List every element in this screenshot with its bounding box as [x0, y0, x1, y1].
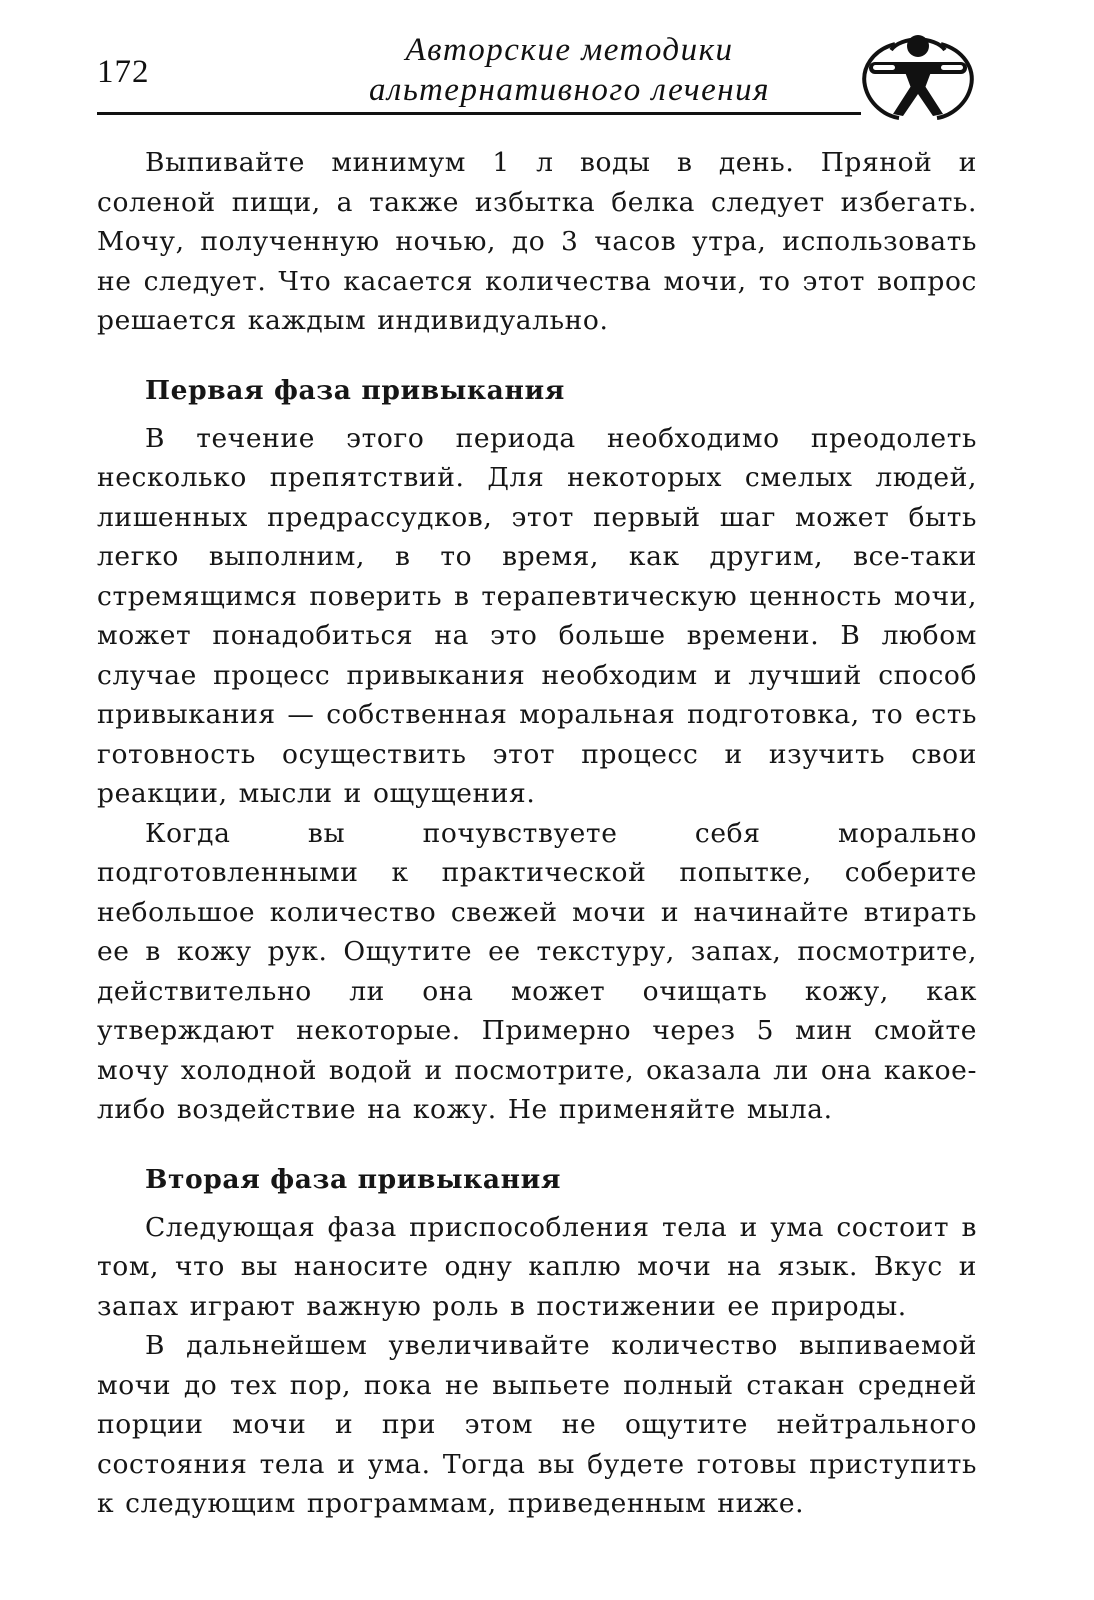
- section-heading-second-phase: Вторая фаза привыкания: [145, 1163, 562, 1195]
- running-title-line-1: Авторские методики: [405, 32, 734, 68]
- body-paragraph: В течение этого периода необходимо преодолеть несколько препятствий. Для некоторых смелых людей, лишенных предрассудков, этот первый шаг может быть легко выполним, в то время, как другим, все-таки стремящимся поверить в терапевтическую ценность мочи, может понадобиться на это больше времени. В любом случае процесс привыкания необходим и лучший способ привыкания — собственная моральная подготовка, то есть готовность осуществить этот процесс и изучить свои реакции, мысли и ощущения.: [97, 422, 977, 809]
- page-header: [97, 28, 987, 118]
- human-figure-emblem-icon: [855, 28, 981, 120]
- intro-paragraph: Выпивайте минимум 1 л воды в день. Пряной и соленой пищи, а также избытка белка следует избегать. Мочу, полученную ночью, до 3 часов утра, использовать не следует. Что касается количества мочи, то этот вопрос решается каждым индивидуально.: [97, 147, 977, 336]
- body-paragraph: Следующая фаза приспособления тела и ума состоит в том, что вы наносите одну каплю мочи на язык. Вкус и запах играют важную роль в постижении ее природы.: [97, 1211, 977, 1322]
- header-rule: [97, 112, 861, 115]
- section-heading-first-phase: Первая фаза привыкания: [145, 374, 565, 406]
- running-title-line-2: альтернативного лечения: [369, 72, 770, 108]
- body-paragraph: В дальнейшем увеличивайте количество выпиваемой мочи до тех пор, пока не выпьете полный стакан средней порции мочи и при этом не ощутите нейтрального состояния тела и ума. Тогда вы будете готовы приступить к следующим программам, приведенным ниже.: [97, 1330, 977, 1519]
- body-paragraph: Когда вы почувствуете себя морально подготовленными к практической попытке, соберите небольшое количество свежей мочи и начинайте втирать ее в кожу рук. Ощутите ее текстуру, запах, посмотрите, действительно ли она может очищать кожу, как утверждают некоторые. Примерно через 5 мин смойте мочу холодной водой и посмотрите, оказала ли она какое-либо воздействие на кожу. Не применяйте мыла.: [97, 817, 977, 1125]
- page-content: [97, 143, 977, 1524]
- running-title: [297, 30, 842, 110]
- page-number: 172: [97, 54, 150, 90]
